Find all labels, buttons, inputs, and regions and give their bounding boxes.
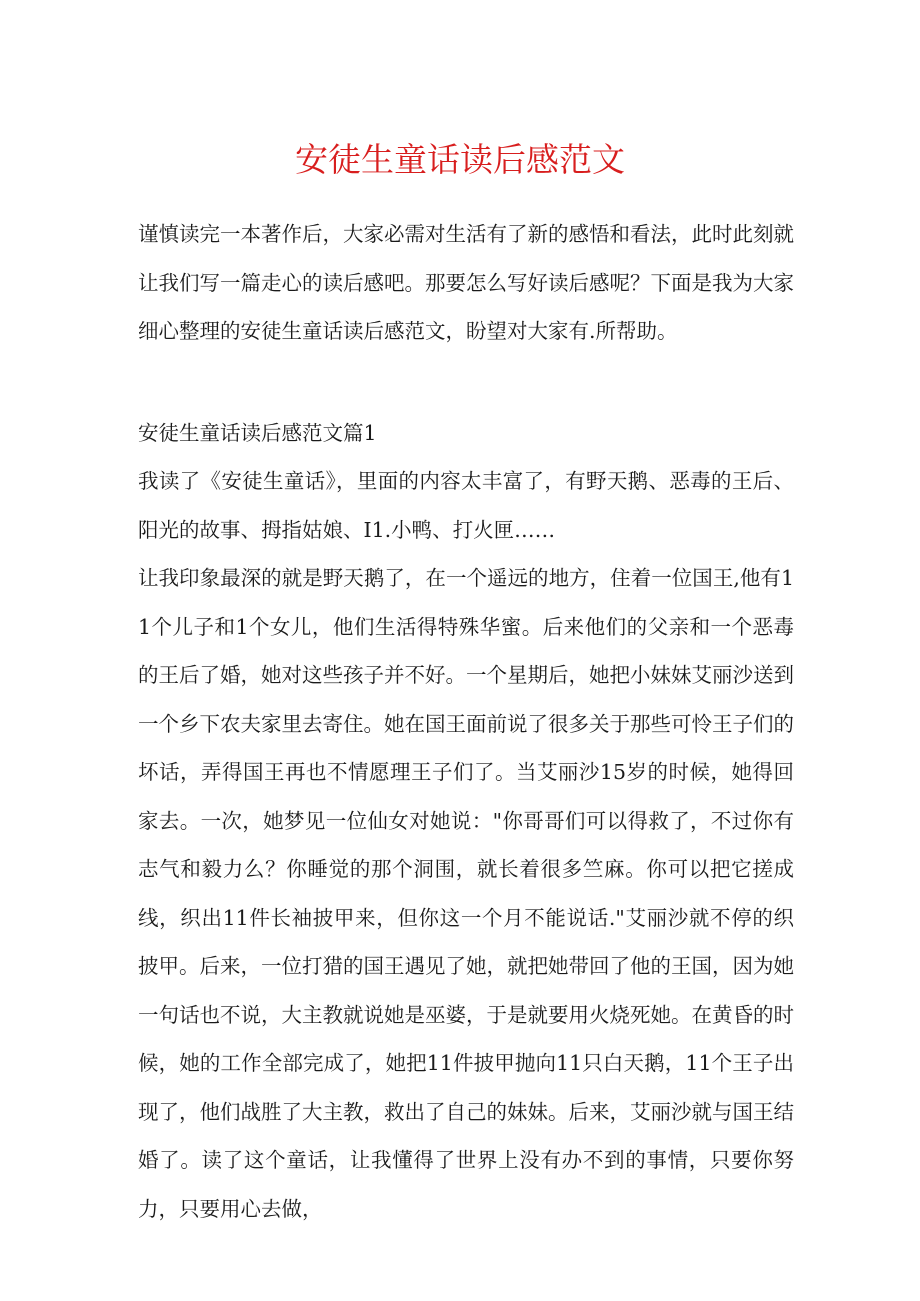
intro-paragraph: 谨慎读完一本著作后，大家必需对生活有了新的感悟和看法，此时此刻就让我们写一篇走心的读后感吧。那要怎么写好读后感呢？下面是我为大家细心整理的安徒生童话读后感范文，盼望对大家有.所帮助。: [138, 222, 794, 343]
document-title: 安徒生童话读后感范文: [295, 140, 625, 179]
section-heading: 安徒生童话读后感范文篇1: [138, 421, 377, 445]
body-paragraph: 让我印象最深的就是野天鹅了，在一个遥远的地方，住着一位国王,他有11个儿子和1个女儿，他们生活得特殊华蜜。后来他们的父亲和一个恶毒的王后了婚，她对这些孩子并不好。一个星期后，她把小妹妹艾丽沙送到一个乡下农夫家里去寄住。她在国王面前说了很多关于那些可怜王子们的坏话，弄得国王再也不情愿理王子们了。当艾丽沙15岁的时候，她得回家去。一次，她梦见一位仙女对她说："你哥哥们可以得救了，不过你有志气和毅力么？你睡觉的那个洞围，就长着很多竺麻。你可以把它搓成线，织出11件长袖披甲来，但你这一个月不能说话."艾丽沙就不停的织披甲。后来，一位打猎的国王遇见了她，就把她带回了他的王国，因为她一句话也不说，大主教就说她是巫婆，于是就要用火烧死她。在黄昏的时候，她的工作全部完成了，她把11件披甲抛向11只白天鹅，11个王子出现了，他们战胜了大主教，救出了自己的妹妹。后来，艾丽沙就与国王结婚了。读了这个童话，让我懂得了世界上没有办不到的事情，只要你努力，只要用心去做，: [138, 566, 794, 1221]
body-paragraph: 我读了《安徒生童话》，里面的内容太丰富了，有野天鹅、恶毒的王后、阳光的故事、拇指姑娘、I1.小鸭、打火匣……: [138, 469, 794, 542]
